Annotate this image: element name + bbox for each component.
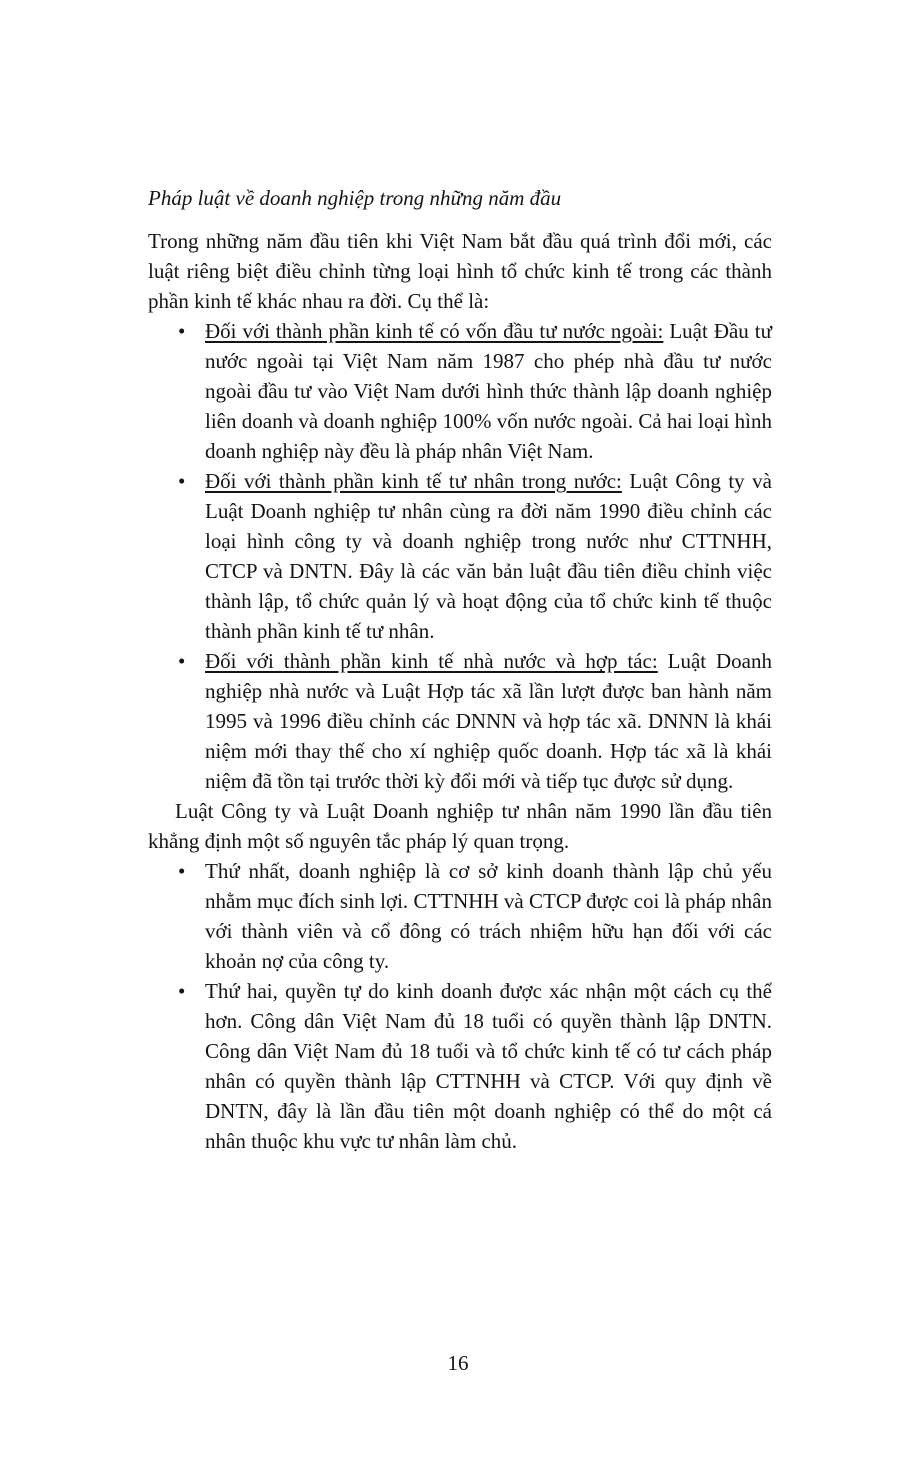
bullet-icon: • <box>178 469 186 493</box>
section-heading: Pháp luật về doanh nghiệp trong những năm đầu <box>148 186 562 210</box>
sector-bullet-list <box>148 316 772 796</box>
bullet-text: Thứ nhất, doanh nghiệp là cơ sở kinh doanh thành lập chủ yếu nhằm mục đích sinh lợi. CTTNHH và CTCP được coi là pháp nhân với thành viên và cổ đông có trách nhiệm hữu hạn đối với các khoản nợ của công ty. <box>205 859 772 973</box>
list-item <box>148 646 772 796</box>
list-item <box>148 976 772 1156</box>
bullet-icon: • <box>178 859 186 883</box>
list-item <box>148 466 772 646</box>
bullet-lead: Đối với thành phần kinh tế tư nhân trong nước: <box>205 469 622 493</box>
bullet-text: Luật Doanh nghiệp nhà nước và Luật Hợp tác xã lần lượt được ban hành năm 1995 và 1996 điều chỉnh các DNNN và hợp tác xã. DNNN là khái niệm mới thay thế cho xí nghiệp quốc doanh. Hợp tác xã là khái niệm đã tồn tại trước thời kỳ đổi mới và tiếp tục được sử dụng. <box>205 649 772 793</box>
intro-paragraph: Trong những năm đầu tiên khi Việt Nam bắt đầu quá trình đổi mới, các luật riêng biệt điều chỉnh từng loại hình tổ chức kinh tế trong các thành phần kinh tế khác nhau ra đời. Cụ thể là: <box>148 229 772 313</box>
principle-bullet-list <box>148 856 772 1156</box>
list-item <box>148 316 772 466</box>
bullet-icon: • <box>178 319 186 343</box>
bullet-icon: • <box>178 979 186 1003</box>
page-content <box>148 183 772 1156</box>
bullet-lead: Đối với thành phần kinh tế có vốn đầu tư nước ngoài: <box>205 319 664 343</box>
list-item <box>148 856 772 976</box>
bullet-icon: • <box>178 649 186 673</box>
bullet-text: Luật Công ty và Luật Doanh nghiệp tư nhân cùng ra đời năm 1990 điều chỉnh các loại hình công ty và doanh nghiệp trong nước như CTTNHH, CTCP và DNTN. Đây là các văn bản luật đầu tiên điều chỉnh việc thành lập, tổ chức quản lý và hoạt động của tổ chức kinh tế thuộc thành phần kinh tế tư nhân. <box>205 469 772 643</box>
principles-paragraph: Luật Công ty và Luật Doanh nghiệp tư nhân năm 1990 lần đầu tiên khẳng định một số nguyên tắc pháp lý quan trọng. <box>148 799 772 853</box>
bullet-text: Luật Đầu tư nước ngoài tại Việt Nam năm 1987 cho phép nhà đầu tư nước ngoài đầu tư vào Việt Nam dưới hình thức thành lập doanh nghiệp liên doanh và doanh nghiệp 100% vốn nước ngoài. Cả hai loại hình doanh nghiệp này đều là pháp nhân Việt Nam. <box>205 319 773 463</box>
page-number: 16 <box>447 1351 469 1375</box>
bullet-text: Thứ hai, quyền tự do kinh doanh được xác nhận một cách cụ thể hơn. Công dân Việt Nam đủ 18 tuổi có quyền thành lập DNTN. Công dân Việt Nam đủ 18 tuổi và tổ chức kinh tế có tư cách pháp nhân có quyền thành lập CTTNHH và CTCP. Với quy định về DNTN, đây là lần đầu tiên một doanh nghiệp có thể do một cá nhân thuộc khu vực tư nhân làm chủ. <box>205 979 772 1153</box>
bullet-lead: Đối với thành phần kinh tế nhà nước và hợp tác: <box>205 649 658 673</box>
